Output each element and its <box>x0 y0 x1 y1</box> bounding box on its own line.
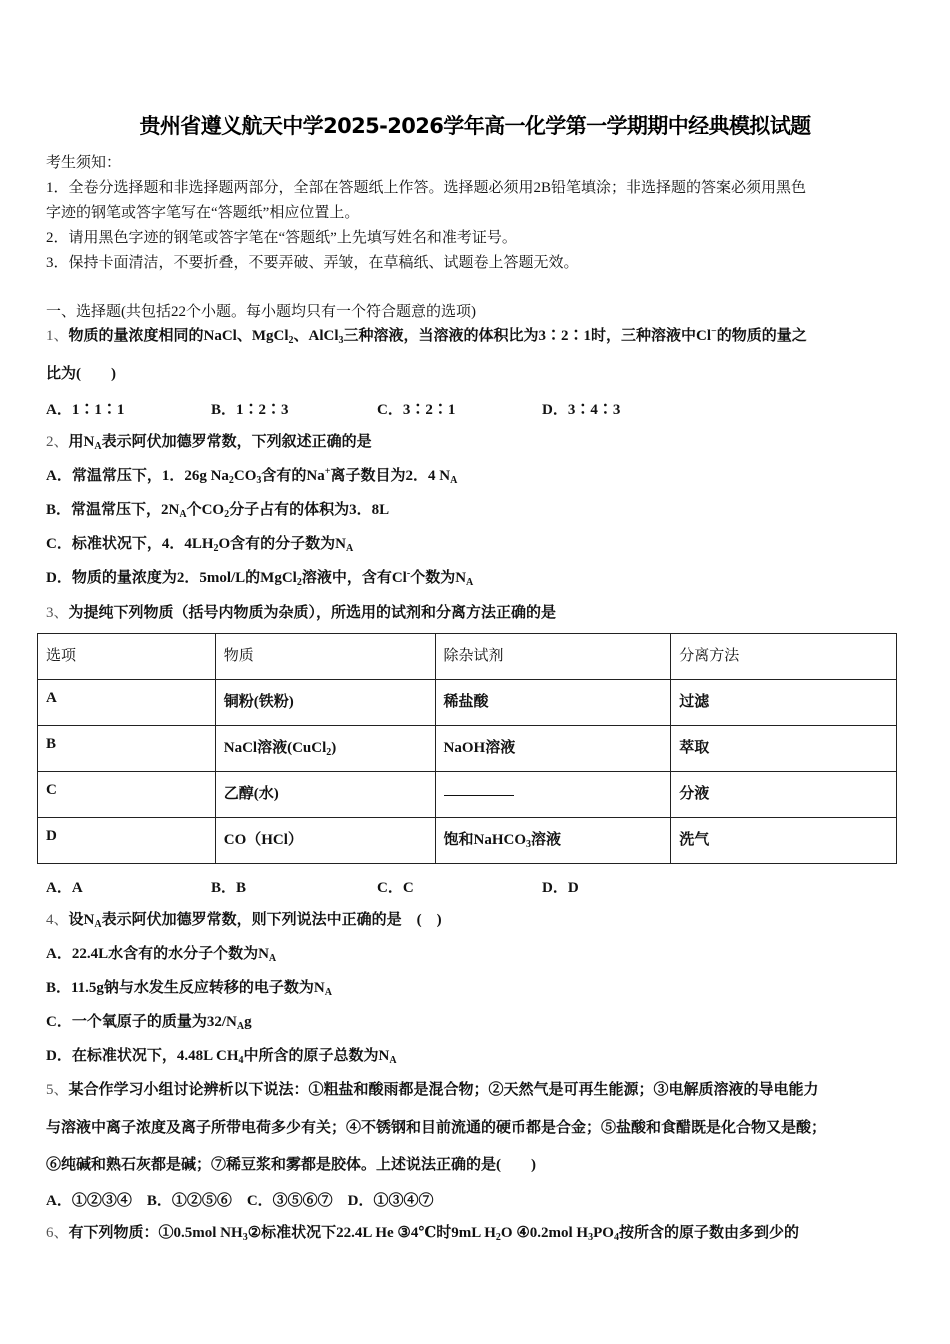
text: 含有的Na <box>261 468 325 484</box>
question-1-option-a[interactable]: A．1∶1∶1 <box>46 402 125 418</box>
table-row <box>38 726 897 772</box>
subscript: 3 <box>242 1232 248 1243</box>
table-header-cell: 分离方法 <box>671 634 897 680</box>
notice-item-1-cont: 字迹的钢笔或答字笔写在“答题纸”相应位置上。 <box>46 205 360 221</box>
text: 设N <box>68 912 95 928</box>
text: D．物质的量浓度为2．5mol/L的MgCl <box>46 570 297 586</box>
text: B．11.5g钠与水发生反应转移的电子数为N <box>46 980 325 996</box>
text: 饱和NaHCO <box>443 832 527 848</box>
text: 某合作学习小组讨论辨析以下说法：①粗盐和酸雨都是混合物；②天然气是可再生能源；③电解质溶液的导电能力 <box>68 1082 819 1098</box>
question-4-option-c[interactable] <box>46 1012 252 1032</box>
text: 分子占有的体积为3．8L <box>229 502 390 518</box>
subscript: 4 <box>613 1232 619 1243</box>
superscript: − <box>711 326 717 337</box>
subscript: A <box>268 953 277 964</box>
subscript: A <box>389 1055 397 1066</box>
subscript: 4 <box>238 1055 244 1066</box>
subscript: 2 <box>296 577 302 588</box>
question-3-option-c[interactable]: C．C <box>377 880 414 896</box>
notice-item-2: 2．请用黑色字迹的钢笔或答字笔在“答题纸”上先填写姓名和准考证号。 <box>46 230 517 246</box>
table-row <box>38 680 897 726</box>
text: A．常温常压下，1．26g Na <box>46 468 229 484</box>
text: 有下列物质：①0.5mol NH <box>68 1225 243 1241</box>
text: 物质的量浓度相同的NaCl、MgCl <box>68 328 289 344</box>
text: 为提纯下列物质（括号内物质为杂质），所选用的试剂和分离方法正确的是 <box>68 605 557 621</box>
table-cell: 分液 <box>671 772 897 818</box>
question-5-stem-cont-2: ⑥纯碱和熟石灰都是碱；⑦稀豆浆和雾都是胶体。上述说法正确的是( ) <box>46 1157 536 1173</box>
table-header-cell: 选项 <box>38 634 216 680</box>
table-cell: 过滤 <box>671 680 897 726</box>
subscript: 3 <box>256 475 262 486</box>
subscript: 3 <box>338 335 344 346</box>
question-number: 2、 <box>46 434 69 450</box>
text: 个数为N <box>410 570 467 586</box>
table-cell: CO（HCl） <box>215 818 435 864</box>
text: 按所含的原子数由多到少的 <box>618 1225 799 1241</box>
text: 溶液中，含有Cl <box>301 570 407 586</box>
text: D．在标准状况下，4.48L CH <box>46 1048 239 1064</box>
question-2-option-b[interactable] <box>46 500 389 520</box>
question-number: 1、 <box>46 328 69 344</box>
text: 用N <box>68 434 95 450</box>
text: PO <box>593 1225 614 1241</box>
question-2-option-c[interactable] <box>46 534 353 554</box>
question-3-stem <box>46 603 556 623</box>
question-3-option-b[interactable]: B．B <box>211 880 247 896</box>
table-row <box>38 772 897 818</box>
table-cell: 乙醇(水) <box>215 772 435 818</box>
question-6-stem <box>46 1223 799 1243</box>
text: 的物质的量之 <box>716 328 807 344</box>
table-header-cell: 物质 <box>215 634 435 680</box>
question-3-option-d[interactable]: D．D <box>542 880 579 896</box>
question-1-stem <box>46 326 807 346</box>
subscript: 2 <box>213 543 219 554</box>
notice-heading: 考生须知： <box>46 155 122 171</box>
table-header-row <box>38 634 897 680</box>
table-cell <box>215 726 435 772</box>
text: 离子数目为2．4 N <box>330 468 451 484</box>
page-title: 贵州省遵义航天中学2025-2026学年高一化学第一学期期中经典模拟试题 <box>139 114 811 138</box>
section-heading: 一、选择题(共包括22个小题。每小题均只有一个符合题意的选项) <box>46 304 476 320</box>
text: 、AlCl <box>293 328 339 344</box>
question-number: 4、 <box>46 912 69 928</box>
question-2-option-a[interactable] <box>46 466 457 486</box>
table-cell: 铜粉(铁粉) <box>215 680 435 726</box>
question-4-option-b[interactable] <box>46 978 332 998</box>
subscript: A <box>94 919 102 930</box>
subscript: 2 <box>228 475 234 486</box>
table-cell: NaOH溶液 <box>435 726 671 772</box>
question-1-option-b[interactable]: B．1∶2∶3 <box>211 402 289 418</box>
text: 中所含的原子总数为N <box>243 1048 390 1064</box>
text: g <box>244 1014 252 1030</box>
text: ②标准状况下22.4L He ③4℃时9mL H <box>247 1225 496 1241</box>
table-cell: 稀盐酸 <box>435 680 671 726</box>
subscript: A <box>450 475 458 486</box>
question-2-stem <box>46 432 372 452</box>
text: O ④0.2mol H <box>500 1225 589 1241</box>
table-cell <box>435 818 671 864</box>
subscript: 2 <box>495 1232 501 1243</box>
subscript: A <box>324 987 332 998</box>
question-1-option-d[interactable]: D．3∶4∶3 <box>542 402 621 418</box>
table-cell: A <box>38 680 216 726</box>
text: 三种溶液，当溶液的体积比为3∶2∶1时，三种溶液中Cl <box>343 328 712 344</box>
subscript: A <box>346 543 354 554</box>
subscript: 2 <box>326 747 332 758</box>
table-cell: 萃取 <box>671 726 897 772</box>
superscript: + <box>324 466 331 477</box>
text: O含有的分子数为N <box>218 536 347 552</box>
text: A．22.4L水含有的水分子个数为N <box>46 946 269 962</box>
question-1-stem-cont: 比为( ) <box>46 366 116 382</box>
table-cell: 洗气 <box>671 818 897 864</box>
question-4-option-a[interactable] <box>46 944 276 964</box>
table-cell: D <box>38 818 216 864</box>
question-number: 3、 <box>46 605 69 621</box>
text: ) <box>331 740 337 756</box>
text: C．一个氧原子的质量为32/N <box>46 1014 237 1030</box>
text: 溶液 <box>531 832 562 848</box>
subscript: 3 <box>526 839 532 850</box>
question-4-stem <box>46 910 442 930</box>
question-5-stem <box>46 1080 819 1100</box>
text: 表示阿伏加德罗常数，下列叙述正确的是 <box>101 434 372 450</box>
question-1-option-c[interactable]: C．3∶2∶1 <box>377 402 456 418</box>
text: 个CO <box>186 502 225 518</box>
notice-item-1: 1．全卷分选择题和非选择题两部分，全部在答题纸上作答。选择题必须用2B铅笔填涂；非选择题的答案必须用黑色 <box>46 180 807 196</box>
question-number: 5、 <box>46 1082 69 1098</box>
question-number: 6、 <box>46 1225 69 1241</box>
text: 表示阿伏加德罗常数，则下列说法中正确的是 ( ) <box>101 912 442 928</box>
question-3-table <box>37 633 897 864</box>
question-2-option-d[interactable] <box>46 568 473 588</box>
subscript: A <box>179 509 187 520</box>
table-cell <box>435 772 671 818</box>
subscript: A <box>94 441 102 452</box>
question-4-option-d[interactable] <box>46 1046 397 1066</box>
subscript: 3 <box>588 1232 594 1243</box>
question-5-stem-cont: 与溶液中离子浓度及离子所带电荷多少有关；④不锈钢和目前流通的硬币都是合金；⑤盐酸和食醋既是化合物又是酸； <box>46 1120 827 1136</box>
table-header-cell: 除杂试剂 <box>435 634 671 680</box>
table-cell: B <box>38 726 216 772</box>
text: B．常温常压下，2N <box>46 502 180 518</box>
subscript: A <box>466 577 474 588</box>
superscript: - <box>406 568 411 579</box>
table-row <box>38 818 897 864</box>
text: C．标准状况下，4．4LH <box>46 536 214 552</box>
subscript: A <box>236 1021 245 1032</box>
subscript: 2 <box>288 335 294 346</box>
text: NaCl溶液(CuCl <box>223 740 327 756</box>
subscript: 2 <box>224 509 230 520</box>
table-cell: C <box>38 772 216 818</box>
question-5-options[interactable]: A．①②③④ B．①②⑤⑥ C．③⑤⑥⑦ D．①③④⑦ <box>46 1193 434 1209</box>
question-3-option-a[interactable]: A．A <box>46 880 83 896</box>
notice-item-3: 3．保持卡面清洁，不要折叠，不要弄破、弄皱，在草稿纸、试题卷上答题无效。 <box>46 255 579 271</box>
text: CO <box>233 468 257 484</box>
blank-line <box>444 782 514 796</box>
